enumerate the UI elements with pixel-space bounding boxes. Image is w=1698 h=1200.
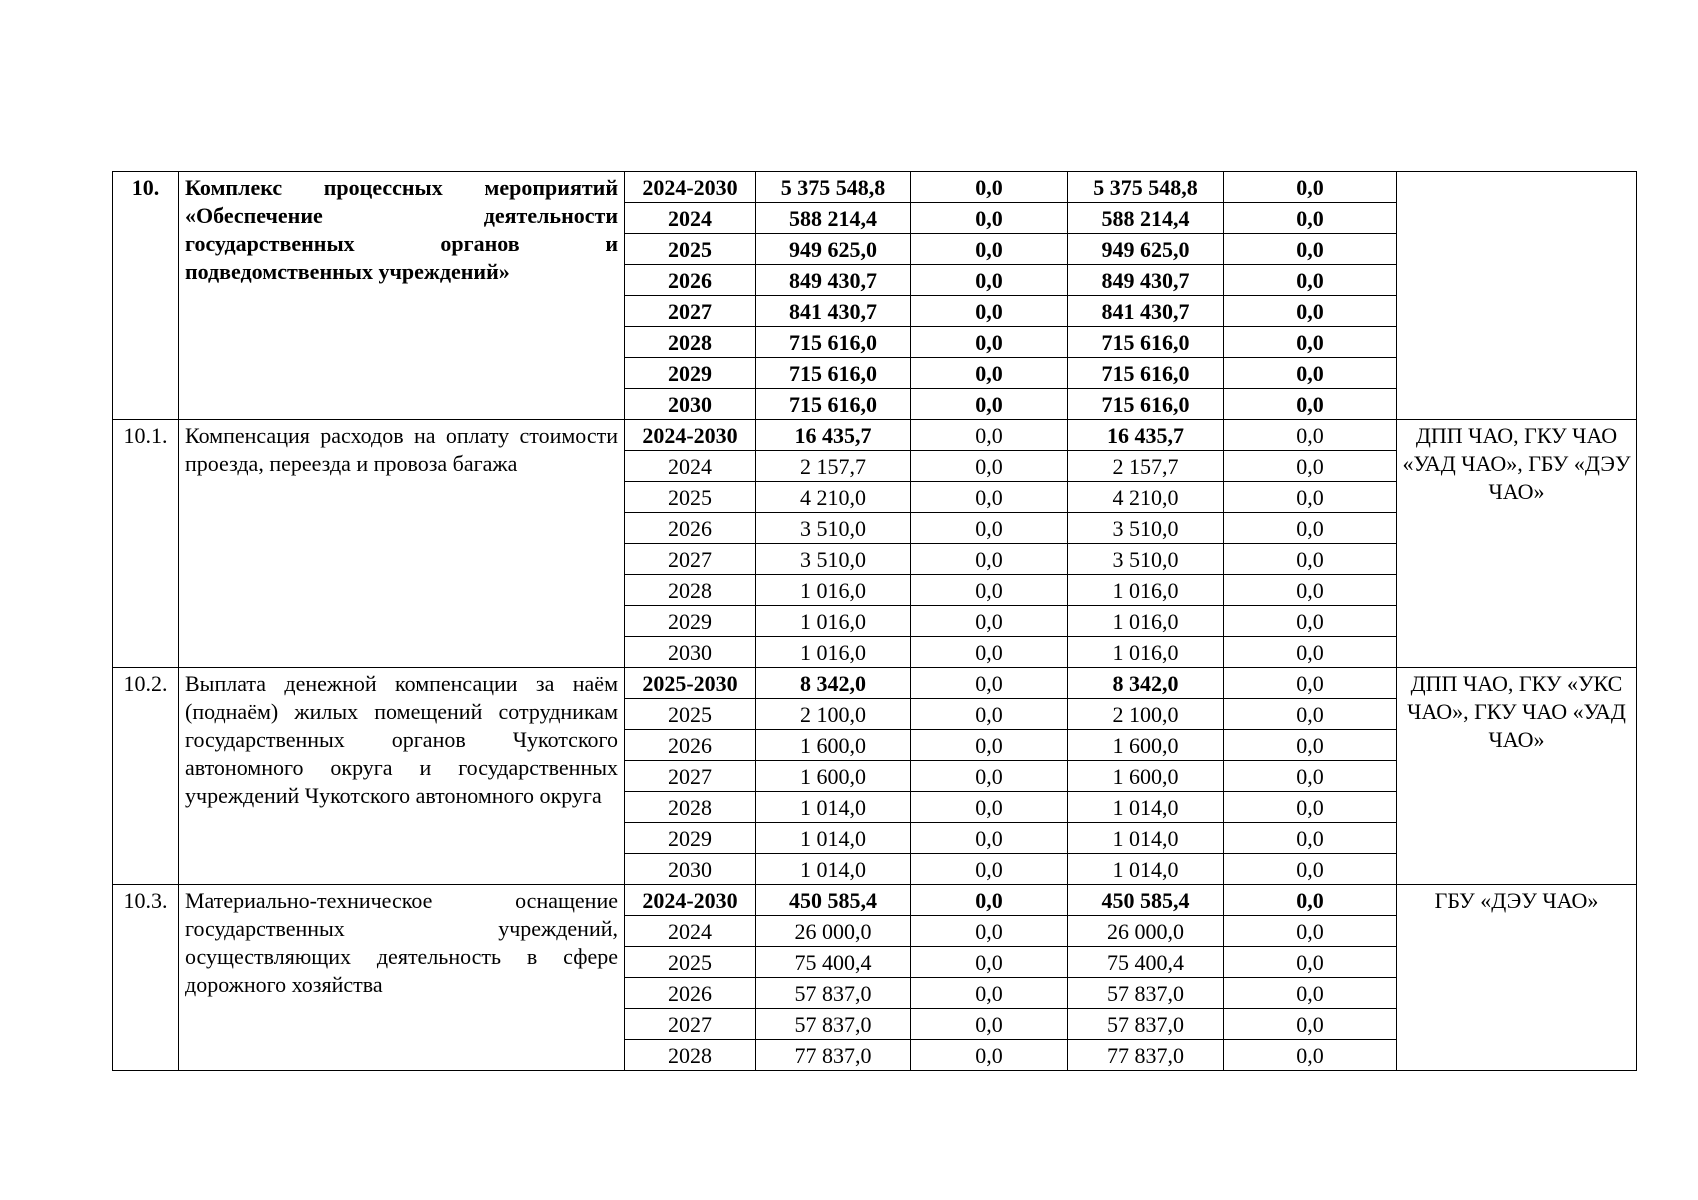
federal-budget-cell: 0,0 — [911, 358, 1068, 389]
period-cell: 2025 — [625, 234, 756, 265]
other-sources-cell: 0,0 — [1224, 668, 1397, 699]
total-cell: 1 600,0 — [756, 761, 911, 792]
total-cell: 715 616,0 — [756, 358, 911, 389]
district-budget-cell: 715 616,0 — [1068, 358, 1224, 389]
total-cell: 3 510,0 — [756, 513, 911, 544]
other-sources-cell: 0,0 — [1224, 420, 1397, 451]
period-cell: 2027 — [625, 296, 756, 327]
total-cell: 1 014,0 — [756, 792, 911, 823]
section-name: Компенсация расходов на оплату стоимости проезда, переезда и провоза багажа — [179, 420, 625, 668]
federal-budget-cell: 0,0 — [911, 916, 1068, 947]
district-budget-cell: 57 837,0 — [1068, 1009, 1224, 1040]
federal-budget-cell: 0,0 — [911, 265, 1068, 296]
other-sources-cell: 0,0 — [1224, 730, 1397, 761]
period-cell: 2026 — [625, 978, 756, 1009]
total-cell: 450 585,4 — [756, 885, 911, 916]
district-budget-cell: 949 625,0 — [1068, 234, 1224, 265]
total-cell: 1 016,0 — [756, 575, 911, 606]
total-cell: 1 016,0 — [756, 637, 911, 668]
federal-budget-cell: 0,0 — [911, 575, 1068, 606]
federal-budget-cell: 0,0 — [911, 637, 1068, 668]
other-sources-cell: 0,0 — [1224, 823, 1397, 854]
period-cell: 2028 — [625, 327, 756, 358]
executor-cell: ДПП ЧАО, ГКУ «УКС ЧАО», ГКУ ЧАО «УАД ЧАО» — [1397, 668, 1637, 885]
district-budget-cell: 588 214,4 — [1068, 203, 1224, 234]
federal-budget-cell: 0,0 — [911, 792, 1068, 823]
other-sources-cell: 0,0 — [1224, 699, 1397, 730]
federal-budget-cell: 0,0 — [911, 203, 1068, 234]
period-cell: 2030 — [625, 854, 756, 885]
federal-budget-cell: 0,0 — [911, 823, 1068, 854]
district-budget-cell: 8 342,0 — [1068, 668, 1224, 699]
district-budget-cell: 2 157,7 — [1068, 451, 1224, 482]
federal-budget-cell: 0,0 — [911, 761, 1068, 792]
other-sources-cell: 0,0 — [1224, 172, 1397, 203]
period-cell: 2026 — [625, 513, 756, 544]
section-number: 10. — [113, 172, 179, 420]
other-sources-cell: 0,0 — [1224, 637, 1397, 668]
period-cell: 2025 — [625, 699, 756, 730]
district-budget-cell: 1 014,0 — [1068, 854, 1224, 885]
period-cell: 2030 — [625, 389, 756, 420]
period-cell: 2025 — [625, 947, 756, 978]
period-cell: 2024-2030 — [625, 172, 756, 203]
other-sources-cell: 0,0 — [1224, 606, 1397, 637]
period-cell: 2024 — [625, 451, 756, 482]
other-sources-cell: 0,0 — [1224, 203, 1397, 234]
period-cell: 2029 — [625, 606, 756, 637]
total-cell: 57 837,0 — [756, 1009, 911, 1040]
total-cell: 841 430,7 — [756, 296, 911, 327]
total-cell: 715 616,0 — [756, 389, 911, 420]
other-sources-cell: 0,0 — [1224, 761, 1397, 792]
other-sources-cell: 0,0 — [1224, 792, 1397, 823]
district-budget-cell: 849 430,7 — [1068, 265, 1224, 296]
district-budget-cell: 841 430,7 — [1068, 296, 1224, 327]
period-cell: 2027 — [625, 761, 756, 792]
district-budget-cell: 26 000,0 — [1068, 916, 1224, 947]
period-cell: 2026 — [625, 730, 756, 761]
district-budget-cell: 1 014,0 — [1068, 823, 1224, 854]
other-sources-cell: 0,0 — [1224, 544, 1397, 575]
total-cell: 2 100,0 — [756, 699, 911, 730]
federal-budget-cell: 0,0 — [911, 668, 1068, 699]
executor-cell — [1397, 172, 1637, 420]
section-number: 10.1. — [113, 420, 179, 668]
section-name: Выплата денежной компенсации за наём (поднаём) жилых помещений сотрудникам государственных органов Чукотского автономного округа и государственных учреждений Чукотского автономного округа — [179, 668, 625, 885]
district-budget-cell: 3 510,0 — [1068, 513, 1224, 544]
period-cell: 2028 — [625, 575, 756, 606]
district-budget-cell: 77 837,0 — [1068, 1040, 1224, 1071]
period-cell: 2025 — [625, 482, 756, 513]
district-budget-cell: 3 510,0 — [1068, 544, 1224, 575]
table-row — [113, 172, 1637, 203]
total-cell: 1 600,0 — [756, 730, 911, 761]
federal-budget-cell: 0,0 — [911, 420, 1068, 451]
district-budget-cell: 1 600,0 — [1068, 730, 1224, 761]
period-cell: 2024 — [625, 916, 756, 947]
total-cell: 5 375 548,8 — [756, 172, 911, 203]
table-row — [113, 668, 1637, 699]
other-sources-cell: 0,0 — [1224, 389, 1397, 420]
other-sources-cell: 0,0 — [1224, 327, 1397, 358]
federal-budget-cell: 0,0 — [911, 978, 1068, 1009]
district-budget-cell: 75 400,4 — [1068, 947, 1224, 978]
district-budget-cell: 4 210,0 — [1068, 482, 1224, 513]
other-sources-cell: 0,0 — [1224, 854, 1397, 885]
period-cell: 2027 — [625, 544, 756, 575]
period-cell: 2029 — [625, 358, 756, 389]
period-cell: 2027 — [625, 1009, 756, 1040]
total-cell: 26 000,0 — [756, 916, 911, 947]
section-number: 10.2. — [113, 668, 179, 885]
other-sources-cell: 0,0 — [1224, 978, 1397, 1009]
total-cell: 4 210,0 — [756, 482, 911, 513]
period-cell: 2030 — [625, 637, 756, 668]
total-cell: 3 510,0 — [756, 544, 911, 575]
other-sources-cell: 0,0 — [1224, 234, 1397, 265]
total-cell: 8 342,0 — [756, 668, 911, 699]
period-cell: 2028 — [625, 792, 756, 823]
federal-budget-cell: 0,0 — [911, 885, 1068, 916]
total-cell: 1 014,0 — [756, 854, 911, 885]
total-cell: 949 625,0 — [756, 234, 911, 265]
federal-budget-cell: 0,0 — [911, 1040, 1068, 1071]
federal-budget-cell: 0,0 — [911, 854, 1068, 885]
district-budget-cell: 715 616,0 — [1068, 389, 1224, 420]
other-sources-cell: 0,0 — [1224, 451, 1397, 482]
district-budget-cell: 715 616,0 — [1068, 327, 1224, 358]
federal-budget-cell: 0,0 — [911, 544, 1068, 575]
district-budget-cell: 16 435,7 — [1068, 420, 1224, 451]
federal-budget-cell: 0,0 — [911, 1009, 1068, 1040]
district-budget-cell: 1 016,0 — [1068, 606, 1224, 637]
total-cell: 715 616,0 — [756, 327, 911, 358]
table-body — [113, 172, 1637, 1071]
total-cell: 16 435,7 — [756, 420, 911, 451]
period-cell: 2024-2030 — [625, 420, 756, 451]
district-budget-cell: 1 016,0 — [1068, 637, 1224, 668]
federal-budget-cell: 0,0 — [911, 699, 1068, 730]
district-budget-cell: 57 837,0 — [1068, 978, 1224, 1009]
period-cell: 2024-2030 — [625, 885, 756, 916]
total-cell: 57 837,0 — [756, 978, 911, 1009]
other-sources-cell: 0,0 — [1224, 296, 1397, 327]
district-budget-cell: 450 585,4 — [1068, 885, 1224, 916]
section-name: Материально-техническое оснащение государственных учреждений, осуществляющих деятельность в сфере дорожного хозяйства — [179, 885, 625, 1071]
total-cell: 77 837,0 — [756, 1040, 911, 1071]
total-cell: 1 016,0 — [756, 606, 911, 637]
section-number: 10.3. — [113, 885, 179, 1071]
federal-budget-cell: 0,0 — [911, 172, 1068, 203]
period-cell: 2025-2030 — [625, 668, 756, 699]
funding-table — [112, 171, 1637, 1071]
federal-budget-cell: 0,0 — [911, 327, 1068, 358]
federal-budget-cell: 0,0 — [911, 606, 1068, 637]
district-budget-cell: 1 014,0 — [1068, 792, 1224, 823]
period-cell: 2028 — [625, 1040, 756, 1071]
other-sources-cell: 0,0 — [1224, 482, 1397, 513]
district-budget-cell: 5 375 548,8 — [1068, 172, 1224, 203]
total-cell: 849 430,7 — [756, 265, 911, 296]
period-cell: 2029 — [625, 823, 756, 854]
period-cell: 2026 — [625, 265, 756, 296]
total-cell: 1 014,0 — [756, 823, 911, 854]
executor-cell: ГБУ «ДЭУ ЧАО» — [1397, 885, 1637, 1071]
other-sources-cell: 0,0 — [1224, 947, 1397, 978]
total-cell: 588 214,4 — [756, 203, 911, 234]
other-sources-cell: 0,0 — [1224, 265, 1397, 296]
period-cell: 2024 — [625, 203, 756, 234]
other-sources-cell: 0,0 — [1224, 1040, 1397, 1071]
other-sources-cell: 0,0 — [1224, 885, 1397, 916]
federal-budget-cell: 0,0 — [911, 730, 1068, 761]
federal-budget-cell: 0,0 — [911, 389, 1068, 420]
other-sources-cell: 0,0 — [1224, 358, 1397, 389]
federal-budget-cell: 0,0 — [911, 947, 1068, 978]
federal-budget-cell: 0,0 — [911, 513, 1068, 544]
federal-budget-cell: 0,0 — [911, 482, 1068, 513]
other-sources-cell: 0,0 — [1224, 575, 1397, 606]
table-row — [113, 420, 1637, 451]
total-cell: 2 157,7 — [756, 451, 911, 482]
federal-budget-cell: 0,0 — [911, 296, 1068, 327]
table-row — [113, 885, 1637, 916]
executor-cell: ДПП ЧАО, ГКУ ЧАО «УАД ЧАО», ГБУ «ДЭУ ЧАО» — [1397, 420, 1637, 668]
other-sources-cell: 0,0 — [1224, 513, 1397, 544]
other-sources-cell: 0,0 — [1224, 916, 1397, 947]
district-budget-cell: 2 100,0 — [1068, 699, 1224, 730]
district-budget-cell: 1 016,0 — [1068, 575, 1224, 606]
district-budget-cell: 1 600,0 — [1068, 761, 1224, 792]
total-cell: 75 400,4 — [756, 947, 911, 978]
federal-budget-cell: 0,0 — [911, 451, 1068, 482]
other-sources-cell: 0,0 — [1224, 1009, 1397, 1040]
federal-budget-cell: 0,0 — [911, 234, 1068, 265]
section-name: Комплекс процессных мероприятий «Обеспечение деятельности государственных органов и подведомственных учреждений» — [179, 172, 625, 420]
